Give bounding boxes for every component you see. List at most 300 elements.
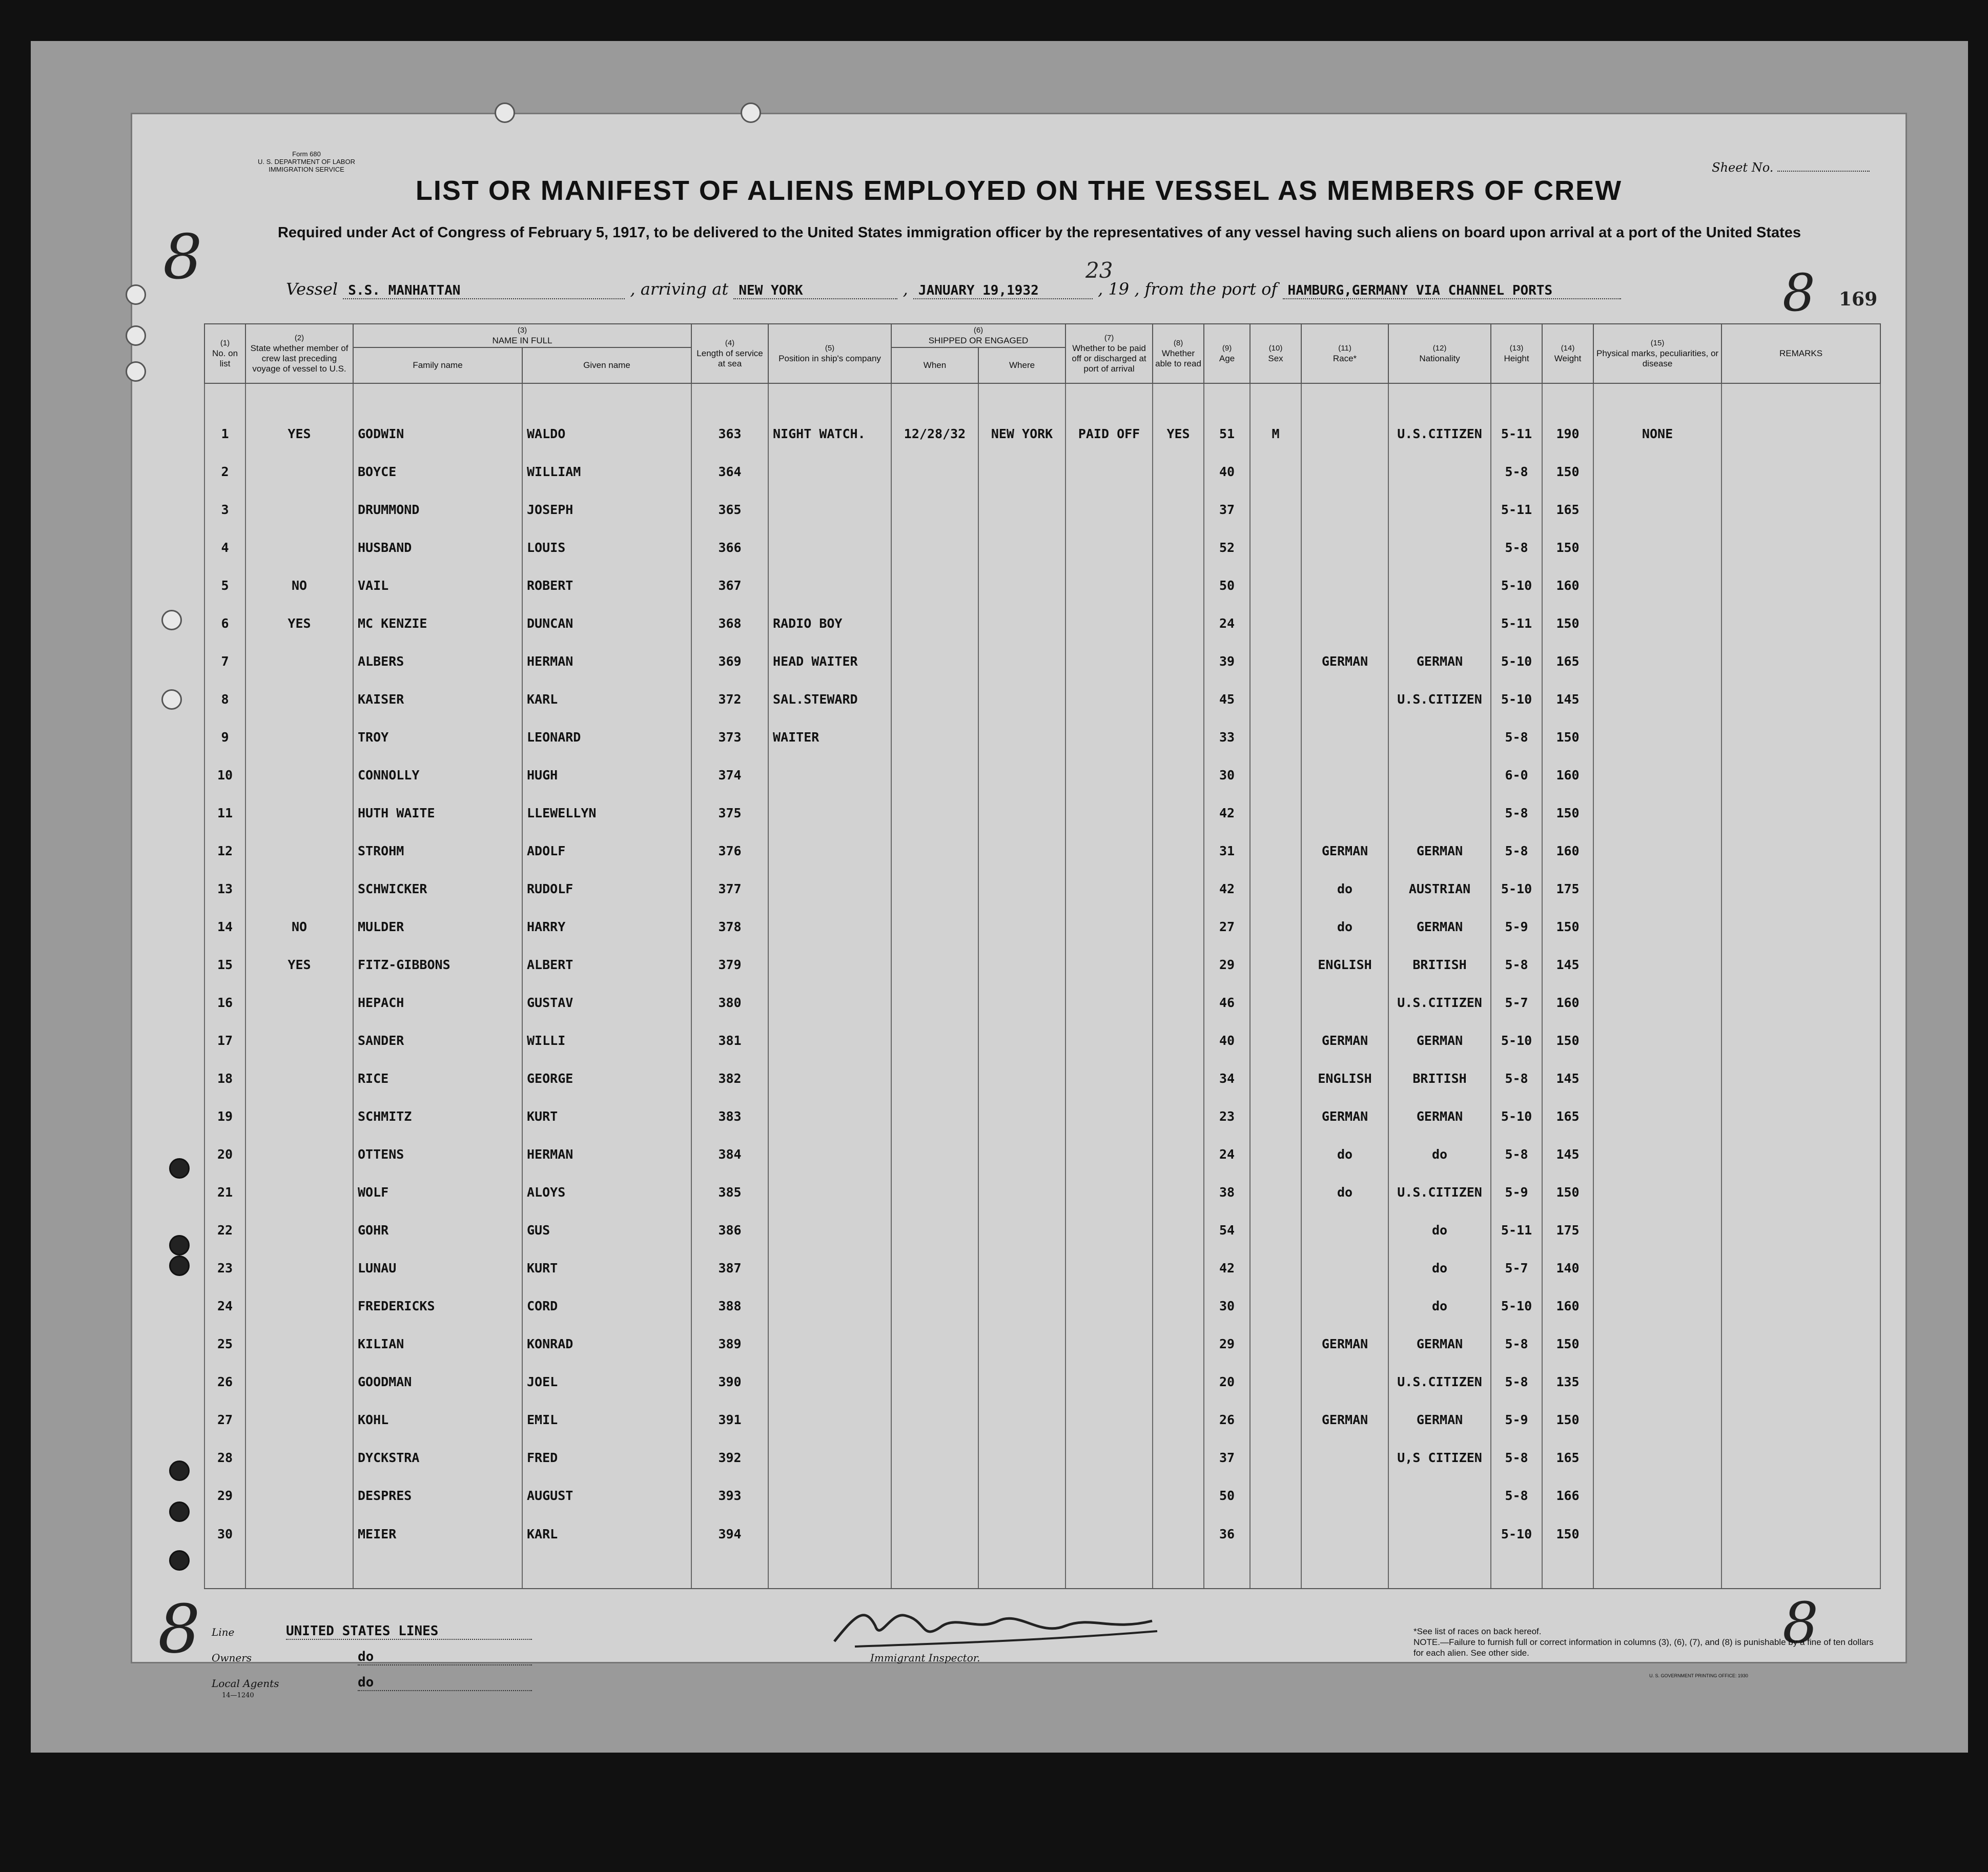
cell-shipped-where (978, 1173, 1065, 1211)
cell-previous-voyage (245, 490, 353, 528)
cell-paid-off (1065, 1211, 1153, 1249)
cell-age: 54 (1204, 1211, 1250, 1249)
cell-remarks (1721, 1135, 1880, 1173)
cell-height: 5-8 (1491, 1476, 1542, 1514)
cell-row-number: 2 (204, 452, 245, 490)
cell-weight: 160 (1542, 1287, 1593, 1325)
column-header-paid-off: (7) Whether to be paid off or discharged at port of arrival (1065, 324, 1153, 383)
punch-hole (126, 361, 146, 382)
microfilm-frame (31, 41, 1968, 1753)
cell-service-length: 390 (691, 1363, 768, 1401)
cell-paid-off (1065, 1401, 1153, 1438)
cell-paid-off (1065, 1287, 1153, 1325)
cell-able-to-read: YES (1153, 383, 1204, 452)
cell-age: 30 (1204, 1287, 1250, 1325)
cell-age: 51 (1204, 383, 1250, 452)
cell-remarks (1721, 983, 1880, 1021)
cell-remarks (1721, 1287, 1880, 1325)
from-label: , from the port of (1134, 279, 1278, 299)
cell-given-name: KURT (522, 1249, 691, 1287)
cell-service-length: 383 (691, 1097, 768, 1135)
cell-previous-voyage (245, 832, 353, 870)
cell-shipped-where (978, 908, 1065, 945)
cell-shipped-where (978, 870, 1065, 908)
cell-paid-off (1065, 983, 1153, 1021)
cell-race (1301, 1249, 1388, 1287)
cell-position (768, 1097, 891, 1135)
cell-shipped-where (978, 1438, 1065, 1476)
column-header-sex: (10) Sex (1250, 324, 1301, 383)
cell-able-to-read (1153, 1363, 1204, 1401)
cell-weight: 165 (1542, 1097, 1593, 1135)
cell-able-to-read (1153, 718, 1204, 756)
cell-given-name: FRED (522, 1438, 691, 1476)
cell-sex (1250, 1514, 1301, 1589)
cell-age: 34 (1204, 1059, 1250, 1097)
cell-family-name: SANDER (353, 1021, 522, 1059)
cell-row-number: 8 (204, 680, 245, 718)
column-header-given-name: Given name (522, 347, 691, 383)
cell-weight: 165 (1542, 642, 1593, 680)
cell-physical-marks (1593, 1363, 1721, 1401)
cell-row-number: 1 (204, 383, 245, 452)
cell-shipped-where (978, 1249, 1065, 1287)
cell-shipped-when (891, 870, 978, 908)
cell-shipped-when (891, 566, 978, 604)
cell-service-length: 387 (691, 1249, 768, 1287)
cell-shipped-where: NEW YORK (978, 383, 1065, 452)
cell-able-to-read (1153, 1135, 1204, 1173)
note-races: *See list of races on back hereof. (1413, 1627, 1542, 1636)
cell-shipped-when (891, 1211, 978, 1249)
cell-nationality (1388, 528, 1491, 566)
cell-family-name: DYCKSTRA (353, 1438, 522, 1476)
cell-row-number: 14 (204, 908, 245, 945)
cell-race (1301, 718, 1388, 756)
cell-race: do (1301, 1173, 1388, 1211)
cell-shipped-when (891, 756, 978, 794)
cell-position (768, 1401, 891, 1438)
cell-race (1301, 383, 1388, 452)
cell-height: 5-7 (1491, 983, 1542, 1021)
column-header-remarks: REMARKS (1721, 324, 1880, 383)
cell-physical-marks (1593, 452, 1721, 490)
cell-shipped-where (978, 1211, 1065, 1249)
cell-row-number: 18 (204, 1059, 245, 1097)
cell-able-to-read (1153, 794, 1204, 832)
cell-sex (1250, 1135, 1301, 1173)
cell-shipped-where (978, 756, 1065, 794)
table-row (204, 1287, 1880, 1325)
table-row (204, 1021, 1880, 1059)
cell-service-length: 394 (691, 1514, 768, 1589)
table-row (204, 490, 1880, 528)
table-row (204, 832, 1880, 870)
cell-family-name: HEPACH (353, 983, 522, 1021)
cell-row-number: 3 (204, 490, 245, 528)
cell-nationality (1388, 566, 1491, 604)
cell-weight: 145 (1542, 945, 1593, 983)
cell-able-to-read (1153, 1211, 1204, 1249)
cell-paid-off (1065, 1135, 1153, 1173)
cell-family-name: FREDERICKS (353, 1287, 522, 1325)
cell-family-name: STROHM (353, 832, 522, 870)
cell-able-to-read (1153, 680, 1204, 718)
cell-age: 37 (1204, 1438, 1250, 1476)
cell-physical-marks (1593, 1097, 1721, 1135)
cell-paid-off (1065, 908, 1153, 945)
cell-paid-off (1065, 1059, 1153, 1097)
departure-port: HAMBURG,GERMANY VIA CHANNEL PORTS (1283, 283, 1621, 299)
cell-row-number: 16 (204, 983, 245, 1021)
cell-row-number: 28 (204, 1438, 245, 1476)
cell-able-to-read (1153, 1097, 1204, 1135)
cell-paid-off (1065, 832, 1153, 870)
cell-remarks (1721, 1249, 1880, 1287)
cell-shipped-when (891, 794, 978, 832)
cell-position (768, 1021, 891, 1059)
column-header-family-name: Family name (353, 347, 522, 383)
column-header-nationality: (12) Nationality (1388, 324, 1491, 383)
cell-race (1301, 452, 1388, 490)
cell-given-name: GEORGE (522, 1059, 691, 1097)
cell-previous-voyage: NO (245, 908, 353, 945)
cell-height: 6-0 (1491, 756, 1542, 794)
cell-previous-voyage (245, 1021, 353, 1059)
cell-nationality: GERMAN (1388, 1401, 1491, 1438)
cell-height: 5-10 (1491, 566, 1542, 604)
cell-given-name: KARL (522, 1514, 691, 1589)
cell-row-number: 22 (204, 1211, 245, 1249)
cell-given-name: JOSEPH (522, 490, 691, 528)
punch-hole (161, 610, 182, 630)
cell-shipped-where (978, 1325, 1065, 1363)
cell-shipped-where (978, 832, 1065, 870)
sheet-number-field (1712, 160, 1870, 175)
cell-age: 26 (1204, 1401, 1250, 1438)
cell-family-name: MULDER (353, 908, 522, 945)
cell-race (1301, 1476, 1388, 1514)
punch-hole (161, 689, 182, 710)
arriving-label: , arriving at (630, 279, 729, 299)
cell-previous-voyage (245, 1401, 353, 1438)
line-label: Line (212, 1626, 235, 1638)
cell-sex (1250, 452, 1301, 490)
cell-nationality (1388, 718, 1491, 756)
cell-previous-voyage: YES (245, 604, 353, 642)
cell-nationality: do (1388, 1249, 1491, 1287)
cell-age: 40 (1204, 452, 1250, 490)
cell-family-name: WOLF (353, 1173, 522, 1211)
cell-row-number: 21 (204, 1173, 245, 1211)
cell-service-length: 366 (691, 528, 768, 566)
cell-nationality: U,S CITIZEN (1388, 1438, 1491, 1476)
cell-position: HEAD WAITER (768, 642, 891, 680)
cell-sex (1250, 1211, 1301, 1249)
table-row (204, 945, 1880, 983)
cell-given-name: GUS (522, 1211, 691, 1249)
cell-physical-marks (1593, 680, 1721, 718)
cell-family-name: SCHMITZ (353, 1097, 522, 1135)
cell-race (1301, 604, 1388, 642)
local-agents-label: Local Agents (212, 1677, 279, 1690)
sheet-number-label: Sheet No. (1712, 160, 1774, 175)
cell-service-length: 380 (691, 983, 768, 1021)
punch-hole (126, 325, 146, 346)
cell-able-to-read (1153, 1287, 1204, 1325)
cell-nationality (1388, 604, 1491, 642)
cell-paid-off (1065, 1173, 1153, 1211)
column-header-height: (13) Height (1491, 324, 1542, 383)
cell-position: NIGHT WATCH. (768, 383, 891, 452)
cell-sex (1250, 566, 1301, 604)
cell-shipped-when (891, 528, 978, 566)
cell-remarks (1721, 452, 1880, 490)
cell-given-name: LOUIS (522, 528, 691, 566)
cell-sex (1250, 1325, 1301, 1363)
cell-sex (1250, 1363, 1301, 1401)
cell-family-name: HUTH WAITE (353, 794, 522, 832)
handwritten-bottom-right: 8 (1782, 1590, 1818, 1656)
sheet-number-blank (1777, 171, 1870, 172)
cell-sex (1250, 1476, 1301, 1514)
vessel-label: Vessel (286, 279, 338, 299)
cell-shipped-where (978, 1363, 1065, 1401)
table-row (204, 604, 1880, 642)
cell-given-name: HERMAN (522, 1135, 691, 1173)
cell-race: GERMAN (1301, 1325, 1388, 1363)
cell-position (768, 908, 891, 945)
table-row (204, 718, 1880, 756)
cell-shipped-when (891, 680, 978, 718)
cell-sex (1250, 983, 1301, 1021)
cell-paid-off (1065, 604, 1153, 642)
cell-age: 45 (1204, 680, 1250, 718)
cell-service-length: 385 (691, 1173, 768, 1211)
column-header-when: When (891, 347, 978, 383)
cell-family-name: GOHR (353, 1211, 522, 1249)
cell-weight: 150 (1542, 604, 1593, 642)
cell-weight: 150 (1542, 1173, 1593, 1211)
cell-nationality: GERMAN (1388, 1021, 1491, 1059)
cell-given-name: ADOLF (522, 832, 691, 870)
cell-physical-marks (1593, 945, 1721, 983)
cell-position (768, 1476, 891, 1514)
cell-height: 5-11 (1491, 383, 1542, 452)
column-header-age: (9) Age (1204, 324, 1250, 383)
cell-age: 39 (1204, 642, 1250, 680)
immigrant-inspector-label: Immigrant Inspector. (870, 1652, 980, 1664)
cell-shipped-where (978, 604, 1065, 642)
cell-position (768, 490, 891, 528)
cell-able-to-read (1153, 566, 1204, 604)
cell-nationality (1388, 452, 1491, 490)
cell-previous-voyage (245, 642, 353, 680)
cell-physical-marks (1593, 983, 1721, 1021)
cell-race: GERMAN (1301, 1097, 1388, 1135)
cell-weight: 145 (1542, 680, 1593, 718)
page-number: 169 (1839, 289, 1878, 310)
cell-able-to-read (1153, 945, 1204, 983)
cell-height: 5-8 (1491, 794, 1542, 832)
cell-nationality: BRITISH (1388, 945, 1491, 983)
cell-race (1301, 756, 1388, 794)
cell-physical-marks (1593, 528, 1721, 566)
cell-service-length: 386 (691, 1211, 768, 1249)
cell-age: 40 (1204, 1021, 1250, 1059)
cell-paid-off (1065, 756, 1153, 794)
cell-position (768, 1363, 891, 1401)
cell-remarks (1721, 1401, 1880, 1438)
cell-row-number: 17 (204, 1021, 245, 1059)
service-name: IMMIGRATION SERVICE (269, 166, 344, 173)
cell-service-length: 375 (691, 794, 768, 832)
cell-nationality (1388, 756, 1491, 794)
cell-height: 5-8 (1491, 832, 1542, 870)
punch-hole (126, 284, 146, 305)
table-row (204, 1059, 1880, 1097)
cell-service-length: 364 (691, 452, 768, 490)
cell-age: 42 (1204, 1249, 1250, 1287)
cell-sex (1250, 832, 1301, 870)
cell-nationality (1388, 1514, 1491, 1589)
cell-position (768, 1287, 891, 1325)
cell-able-to-read (1153, 1476, 1204, 1514)
cell-row-number: 20 (204, 1135, 245, 1173)
cell-previous-voyage (245, 1438, 353, 1476)
cell-paid-off (1065, 680, 1153, 718)
cell-previous-voyage (245, 756, 353, 794)
cell-row-number: 13 (204, 870, 245, 908)
cell-able-to-read (1153, 1249, 1204, 1287)
cell-nationality: do (1388, 1211, 1491, 1249)
cell-position (768, 1249, 891, 1287)
cell-sex (1250, 908, 1301, 945)
cell-family-name: VAIL (353, 566, 522, 604)
cell-able-to-read (1153, 604, 1204, 642)
cell-height: 5-8 (1491, 1059, 1542, 1097)
cell-weight: 175 (1542, 870, 1593, 908)
cell-shipped-when (891, 1476, 978, 1514)
cell-paid-off (1065, 642, 1153, 680)
cell-shipped-where (978, 945, 1065, 983)
cell-family-name: GOODMAN (353, 1363, 522, 1401)
cell-shipped-when (891, 1438, 978, 1476)
cell-race (1301, 680, 1388, 718)
cell-physical-marks (1593, 1135, 1721, 1173)
cell-row-number: 11 (204, 794, 245, 832)
punch-hole (495, 102, 515, 123)
cell-able-to-read (1153, 1438, 1204, 1476)
cell-race: GERMAN (1301, 1021, 1388, 1059)
column-header-read: (8) Whether able to read (1153, 324, 1204, 383)
cell-service-length: 374 (691, 756, 768, 794)
table-row (204, 566, 1880, 604)
cell-previous-voyage: NO (245, 566, 353, 604)
cell-race: do (1301, 870, 1388, 908)
cell-age: 29 (1204, 945, 1250, 983)
cell-service-length: 382 (691, 1059, 768, 1097)
cell-sex (1250, 680, 1301, 718)
cell-nationality: GERMAN (1388, 642, 1491, 680)
cell-height: 5-10 (1491, 680, 1542, 718)
table-row (204, 1363, 1880, 1401)
cell-family-name: TROY (353, 718, 522, 756)
cell-position (768, 566, 891, 604)
cell-shipped-when (891, 1173, 978, 1211)
cell-paid-off (1065, 528, 1153, 566)
cell-shipped-when (891, 604, 978, 642)
cell-age: 52 (1204, 528, 1250, 566)
cell-nationality: U.S.CITIZEN (1388, 680, 1491, 718)
cell-family-name: LUNAU (353, 1249, 522, 1287)
cell-shipped-where (978, 1401, 1065, 1438)
cell-race (1301, 490, 1388, 528)
cell-race: do (1301, 908, 1388, 945)
cell-previous-voyage: YES (245, 945, 353, 983)
arrival-date: JANUARY 19,1932 (913, 283, 1093, 299)
cell-height: 5-8 (1491, 1363, 1542, 1401)
cell-age: 30 (1204, 756, 1250, 794)
cell-previous-voyage (245, 1363, 353, 1401)
cell-remarks (1721, 566, 1880, 604)
handwritten-bottom-left: 8 (158, 1590, 200, 1668)
cell-physical-marks (1593, 1401, 1721, 1438)
cell-sex (1250, 794, 1301, 832)
cell-remarks (1721, 642, 1880, 680)
cell-physical-marks (1593, 1173, 1721, 1211)
cell-nationality: GERMAN (1388, 908, 1491, 945)
cell-remarks (1721, 604, 1880, 642)
cell-height: 5-9 (1491, 1401, 1542, 1438)
cell-row-number: 27 (204, 1401, 245, 1438)
cell-service-length: 376 (691, 832, 768, 870)
cell-given-name: ALBERT (522, 945, 691, 983)
cell-given-name: WALDO (522, 383, 691, 452)
cell-row-number: 29 (204, 1476, 245, 1514)
cell-sex: M (1250, 383, 1301, 452)
cell-previous-voyage (245, 1059, 353, 1097)
cell-nationality (1388, 490, 1491, 528)
cell-able-to-read (1153, 452, 1204, 490)
cell-height: 5-8 (1491, 1438, 1542, 1476)
cell-sex (1250, 945, 1301, 983)
cell-physical-marks (1593, 490, 1721, 528)
cell-paid-off (1065, 1438, 1153, 1476)
cell-sex (1250, 528, 1301, 566)
note-penalty: NOTE.—Failure to furnish full or correct information in columns (3), (6), (7), and (8) is punishable by a fine of ten dollars for each alien. See other side. (1413, 1637, 1874, 1658)
cell-sex (1250, 1097, 1301, 1135)
cell-family-name: KOHL (353, 1401, 522, 1438)
cell-age: 23 (1204, 1097, 1250, 1135)
cell-weight: 166 (1542, 1476, 1593, 1514)
cell-shipped-where (978, 1476, 1065, 1514)
cell-given-name: EMIL (522, 1401, 691, 1438)
manifest-sheet (131, 113, 1907, 1699)
cell-position (768, 1135, 891, 1173)
cell-weight: 160 (1542, 832, 1593, 870)
cell-remarks (1721, 1059, 1880, 1097)
owners-value: do (358, 1649, 532, 1665)
cell-family-name: OTTENS (353, 1135, 522, 1173)
year-label: , 19 (1098, 279, 1130, 299)
cell-row-number: 25 (204, 1325, 245, 1363)
cell-able-to-read (1153, 1514, 1204, 1589)
document-title: LIST OR MANIFEST OF ALIENS EMPLOYED ON THE VESSEL AS MEMBERS OF CREW (415, 175, 1623, 206)
cell-physical-marks (1593, 908, 1721, 945)
cell-height: 5-10 (1491, 642, 1542, 680)
cell-previous-voyage (245, 1514, 353, 1589)
